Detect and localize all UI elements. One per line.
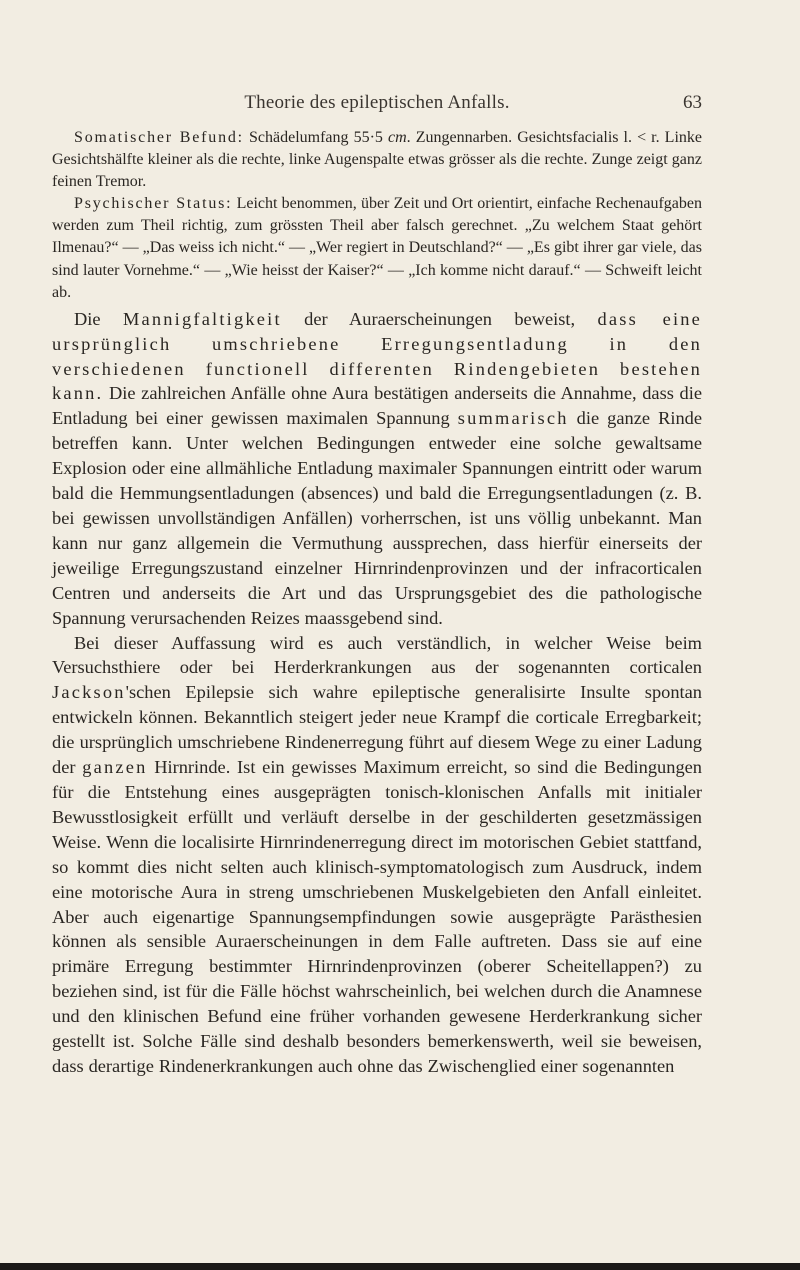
running-head <box>52 92 702 116</box>
somatic-findings-text-b: . Zungennarben. Gesichtsfacialis l. < r. Linke Gesichtshälfte kleiner als die rechte, linke Augenspalte etwas grösser als die rechte. Zunge zeigt ganz feinen Tremor. <box>52 129 702 191</box>
text-run: Bei dieser Auffassung wird es auch verständlich, in welcher Weise beim Versuchsthiere oder bei Herderkrankungen aus der sogenannten corticalen <box>52 632 702 678</box>
somatic-findings-label: Somatischer Befund: <box>74 129 244 146</box>
main-paragraph-1 <box>52 307 702 631</box>
text-run: Die <box>74 308 123 329</box>
spaced-emphasis: Mannigfaltigkeit <box>122 308 282 329</box>
text-run: der Auraerscheinungen beweist, <box>281 308 598 329</box>
spaced-emphasis: Jackson <box>52 682 126 703</box>
psychic-status-label: Psychischer Status: <box>74 195 233 213</box>
text-run: 'schen Epilepsie sich wahre epileptische generalisirte Insulte spontan entwickeln können. Bekanntlich steigert jeder neue Krampf die corticale Erregbarkeit; die ursprünglich umschriebene Rindenerregung führt auf diesem Wege zu einer Ladung der <box>52 682 702 778</box>
case-findings <box>52 127 702 304</box>
somatic-findings-paragraph <box>52 127 702 193</box>
spaced-emphasis: ganzen <box>82 757 148 778</box>
running-title: Theorie des epileptischen Anfalls. <box>244 92 510 113</box>
unit-cm: cm <box>387 129 407 146</box>
spaced-emphasis: summarisch <box>457 408 569 429</box>
psychic-status-paragraph <box>52 193 702 303</box>
text-run: Die zahlreichen Anfälle ohne Aura bestätigen anderseits die Annahme, dass die Entladung bei einer gewissen maximalen Spannung <box>52 383 702 429</box>
spaced-emphasis: dass eine ursprünglich umschriebene Erregungsentladung in den verschiedenen functionell differenten Rindengebieten bestehen kann. <box>52 308 703 404</box>
scan-edge-rule <box>0 1263 800 1270</box>
somatic-findings-text-a: Schädelumfang 55·5 <box>243 129 388 146</box>
text-run: Hirnrinde. Ist ein gewisses Maximum erreicht, so sind die Bedingungen für die Entstehung eines ausgeprägten tonisch-klonischen Anfalls mit initialer Bewusstlosigkeit erfüllt und verläuft derselbe in der geschilderten gesetzmässigen Weise. Wenn die localisirte Hirnrindenerregung direct im motorischen Gebiet stattfand, so kommt dies nicht selten auch klinisch-symptomatologisch zum Ausdruck, indem eine motorische Aura in streng umschriebenen Muskelgebieten den Anfall einleitet. Aber auch eigenartige Spannungsempfindungen sowie ausgeprägte Parästhesien können als sensible Auraerscheinungen in dem Falle auftreten. Dass sie auf eine primäre Erregung bestimmter Hirnrindenprovinzen (oberer Scheitellappen?) zu beziehen sind, ist für die Fälle höchst wahrscheinlich, bei welchen durch die Anamnese und den klinischen Befund eine früher vorhanden gewesene Herderkrankung sicher gestellt ist. Solche Fälle sind deshalb besonders bemerkenswerth, weil sie beweisen, dass derartige Rindenerkrankungen auch ohne das Zwischenglied einer sogenannten <box>52 757 702 1076</box>
main-discussion <box>52 307 702 1079</box>
text-run: die ganze Rinde betreffen kann. Unter welchen Bedingungen entweder eine solche gewaltsame Explosion oder eine allmähliche Entladung maximaler Spannungen eintritt oder warum bald die Hemmungsentladungen (absences) und bald die Erregungsentladungen (z. B. bei gewissen unvollständigen Anfällen) vorherrschen, ist uns völlig unbekannt. Man kann nur ganz allgemein die Vermuthung aussprechen, dass hierfür einerseits der jeweilige Erregungszustand einzelner Hirnrindenprovinzen und der infracorticalen Centren und anderseits die Art und das Ursprungsgebiet des die pathologische Spannung verursachenden Reizes maassgebend sind. <box>52 408 702 628</box>
body-text <box>52 127 702 1079</box>
main-paragraph-2 <box>52 631 702 1079</box>
psychic-status-text: Leicht benommen, über Zeit und Ort orientirt, einfache Rechenaufgaben werden zum Theil richtig, zum grössten Theil aber falsch gerechnet. „Zu welchem Staat gehört Ilmenau?“ — „Das weiss ich nicht.“ — „Wer regiert in Deutschland?“ — „Es gibt ihrer gar viele, das sind lauter Vornehme.“ — „Wie heisst der Kaiser?“ — „Ich komme nicht darauf.“ — Schweift leicht ab. <box>52 195 702 301</box>
page-number: 63 <box>683 92 702 113</box>
